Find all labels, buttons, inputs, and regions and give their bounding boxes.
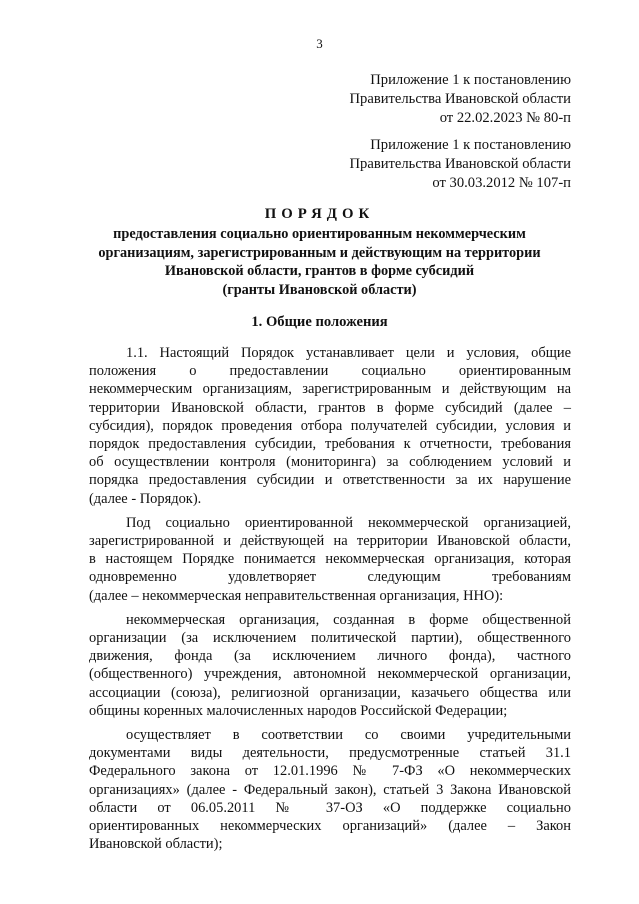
- text-line: ориентированных некоммерческих организаций» (далее – Закон: [89, 818, 571, 835]
- text-line: организации (за исключением политической партии), общественного: [89, 630, 571, 647]
- text-line: ассоциации (союза), религиозной организации, казачьего общества или: [89, 684, 571, 701]
- annex-line: Правительства Ивановской области: [349, 156, 571, 172]
- text-line: осуществляет в соответствии со своими учредительными: [126, 727, 571, 744]
- subtitle-line: Ивановской области, грантов в форме субсидий: [164, 263, 475, 279]
- document-title: ПОРЯДОК: [264, 206, 375, 222]
- text-line: Федерального закона от 12.01.1996 № 7-ФЗ «О некоммерческих: [89, 763, 571, 780]
- annex-line: от 22.02.2023 № 80-п: [439, 110, 571, 126]
- annex-current-reference: [350, 71, 571, 128]
- text-line: (далее - Порядок).: [89, 490, 202, 507]
- section-heading: 1. Общие положения: [251, 314, 388, 330]
- text-line: общины коренных малочисленных народов Российской Федерации;: [89, 702, 508, 719]
- annex-line: от 30.03.2012 № 107-п: [432, 175, 571, 191]
- text-line: некоммерческим организациям, зарегистрированным и действующим на: [89, 381, 571, 398]
- document-subtitle: [0, 225, 639, 299]
- text-line: субсидия), порядок проведения отбора получателей субсидии, условия и: [89, 417, 571, 434]
- page-number: 3: [316, 36, 323, 51]
- text-line: Ивановской области);: [89, 836, 223, 853]
- text-line: Под социально ориентированной некоммерческой организацией,: [126, 514, 571, 531]
- text-line: территории Ивановской области, грантов в форме субсидий (далее –: [89, 399, 571, 416]
- paragraph: [89, 344, 571, 508]
- text-line: некоммерческая организация, созданная в форме общественной: [126, 611, 571, 628]
- subtitle-line: предоставления социально ориентированным некоммерческим: [113, 226, 526, 242]
- text-line: организациях» (далее - Федеральный закон), статьей 3 Закона Ивановской: [89, 781, 571, 798]
- subtitle-line: (гранты Ивановской области): [222, 281, 417, 298]
- text-line: одновременно удовлетворяет следующим требованиям: [89, 569, 571, 586]
- text-line: порядок предоставления субсидии, требования к отчетности, требования: [89, 436, 571, 453]
- paragraph: [89, 726, 571, 853]
- annex-original-reference: [350, 136, 571, 193]
- annex-line: Приложение 1 к постановлению: [370, 72, 571, 88]
- subtitle-line: организациям, зарегистрированным и действующим на территории: [98, 244, 541, 261]
- text-line: положения о предоставлении социально ориентированным: [89, 363, 571, 380]
- text-line: 1.1. Настоящий Порядок устанавливает цели и условия, общие: [126, 345, 571, 361]
- text-line: (далее – некоммерческая неправительственная организация, ННО):: [89, 587, 504, 604]
- text-line: об осуществлении контроля (мониторинга) за соблюдением условий и: [89, 454, 571, 471]
- paragraph: [89, 611, 571, 720]
- paragraph: [89, 514, 571, 605]
- text-line: области от 06.05.2011 № 37-ОЗ «О поддержке социально: [89, 799, 571, 816]
- text-line: зарегистрированной и действующей на территории Ивановской области,: [89, 533, 571, 550]
- text-line: в настоящем Порядке понимается некоммерческая организация, которая: [89, 551, 571, 568]
- text-line: документами виды деятельности, предусмотренные статьей 31.1: [89, 745, 571, 762]
- annex-line: Приложение 1 к постановлению: [370, 137, 571, 153]
- text-line: (общественного) учреждения, автономной некоммерческой организации,: [89, 666, 571, 683]
- body-text: [89, 344, 571, 859]
- annex-line: Правительства Ивановской области: [349, 91, 571, 107]
- text-line: движения, фонда (за исключением личного фонда), частного: [89, 648, 571, 665]
- text-line: порядка предоставления субсидии и ответственности за их нарушение: [89, 472, 571, 489]
